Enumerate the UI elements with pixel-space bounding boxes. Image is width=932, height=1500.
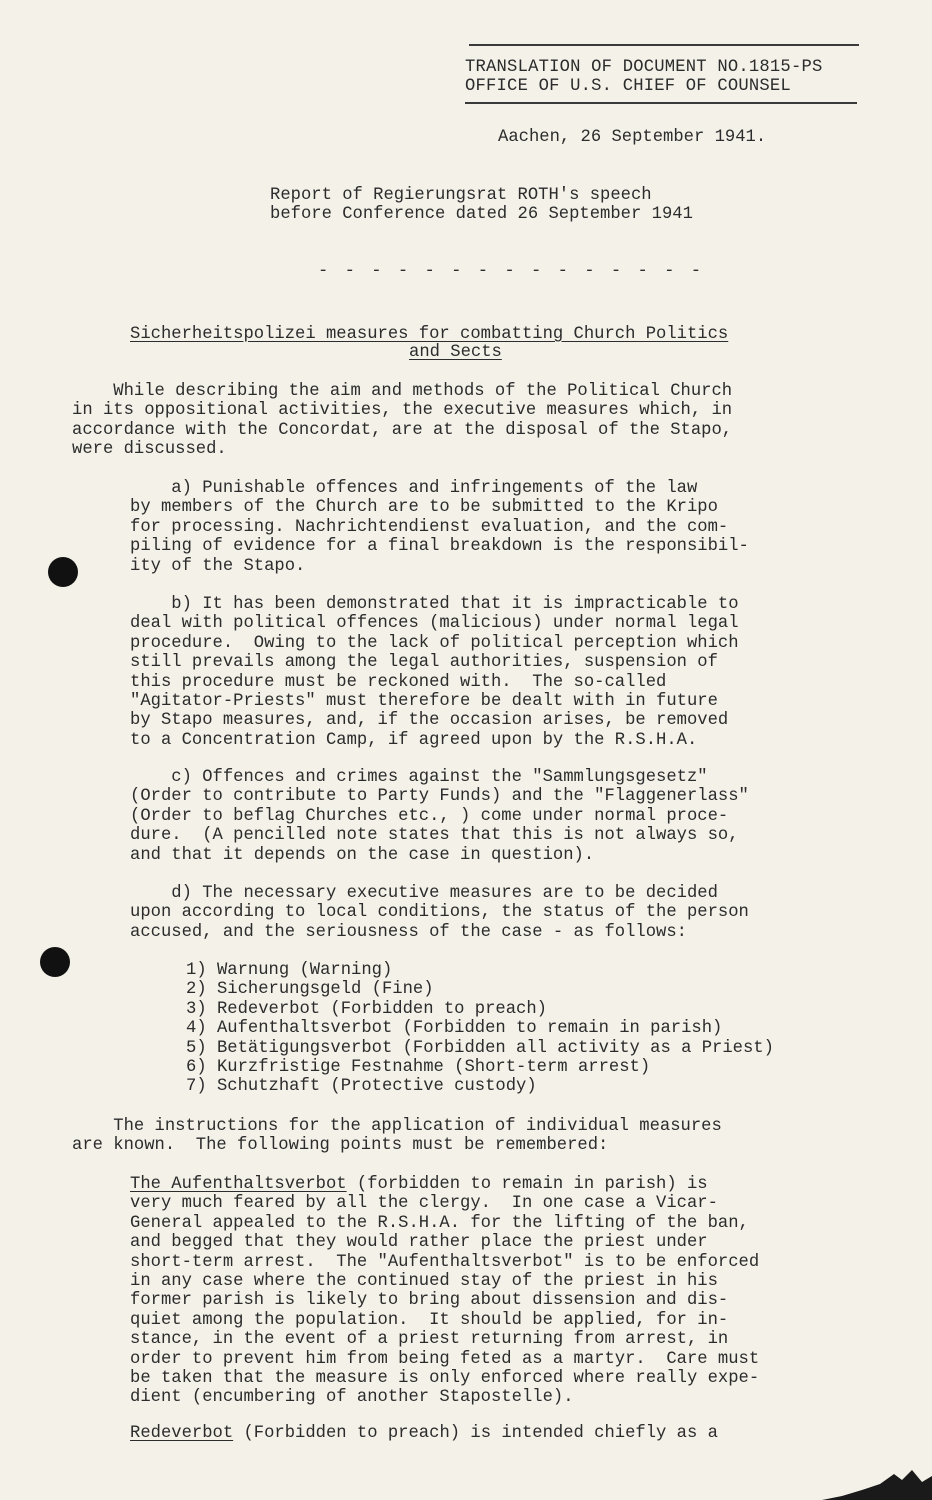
report-title-line: Report of Regierungsrat ROTH's speech <box>270 186 652 205</box>
paragraph-b <box>130 595 739 750</box>
text-line: accordance with the Concordat, are at the disposal of the Stapo, <box>72 420 733 440</box>
intro-paragraph <box>72 382 732 460</box>
text-line: former parish is likely to bring about dissension and dis- <box>130 1291 729 1311</box>
text-line: "Agitator-Priests" must therefore be dealt with in future <box>130 692 718 712</box>
list-item: 6) Kurzfristige Festnahme (Short-term arrest) <box>186 1058 651 1078</box>
text-line: were discussed. <box>72 440 227 460</box>
list-item: 5) Betätigungsverbot (Forbidden all activity as a Priest) <box>186 1038 774 1058</box>
stamp-line-1: TRANSLATION OF DOCUMENT NO.1815-PS <box>465 58 823 77</box>
measures-list <box>186 961 774 1097</box>
text-line: be taken that the measure is only enforced where really expe- <box>130 1369 760 1389</box>
place-date: Aachen, 26 September 1941. <box>498 128 767 147</box>
text-line: procedure. Owing to the lack of political perception which <box>130 633 739 653</box>
text-line <box>130 1175 759 1194</box>
report-title <box>270 186 693 225</box>
text-line: upon according to local conditions, the status of the person <box>130 903 749 923</box>
instructions-paragraph <box>72 1117 722 1156</box>
text-line: for processing. Nachrichtendienst evaluation, and the com- <box>130 517 729 537</box>
text-line: very much feared by all the clergy. In one case a Vicar- <box>130 1194 718 1214</box>
text-line: (Order to beflag Churches etc., ) come under normal proce- <box>130 806 729 826</box>
text-line: d) The necessary executive measures are to be decided <box>130 884 718 903</box>
text-line: still prevails among the legal authorities, suspension of <box>130 653 718 673</box>
redeverbot-paragraph <box>130 1424 718 1443</box>
text-line: accused, and the seriousness of the case - as follows: <box>130 922 687 942</box>
text-line: in its oppositional activities, the executive measures which, in <box>72 401 733 421</box>
separator-line: - - - - - - - - - - - - - - - <box>318 262 705 281</box>
punch-hole <box>40 947 70 977</box>
redeverbot-rest: (Forbidden to preach) is intended chiefly as a <box>233 1424 718 1443</box>
text-line: quiet among the population. It should be applied, for in- <box>130 1310 729 1330</box>
section-heading: Sicherheitspolizei measures for combatting Church Politics <box>130 325 729 344</box>
translation-stamp <box>465 58 865 97</box>
text-line: short-term arrest. The "Aufenthaltsverbot" is to be enforced <box>130 1252 760 1272</box>
text-line: dure. (A pencilled note states that this is not always so, <box>130 826 739 846</box>
aufenthaltsverbot-term: The Aufenthaltsverbot <box>130 1175 347 1194</box>
text-line: General appealed to the R.S.H.A. for the lifting of the ban, <box>130 1213 749 1233</box>
paragraph-d <box>130 884 749 942</box>
aufenthaltsverbot-paragraph <box>130 1175 759 1408</box>
list-item: 7) Schutzhaft (Protective custody) <box>186 1077 537 1097</box>
text-line: by Stapo measures, and, if the occasion arises, be removed <box>130 711 729 731</box>
text-line: to a Concentration Camp, if agreed upon by the R.S.H.A. <box>130 730 698 750</box>
text-line: in any case where the continued stay of the priest in his <box>130 1272 718 1292</box>
text-line: and that it depends on the case in question). <box>130 845 595 865</box>
text-line: piling of evidence for a final breakdown is the responsibil- <box>130 537 749 557</box>
text-line: deal with political offences (malicious) under normal legal <box>130 614 739 634</box>
text-line: ity of the Stapo. <box>130 556 306 576</box>
text-line: and begged that they would rather place the priest under <box>130 1233 708 1253</box>
list-item: 2) Sicherungsgeld (Fine) <box>186 980 434 1000</box>
punch-hole <box>48 557 78 587</box>
text-line: While describing the aim and methods of the Political Church <box>72 382 733 401</box>
list-item: 3) Redeverbot (Forbidden to preach) <box>186 999 547 1019</box>
stamp-top-rule <box>469 44 859 46</box>
paragraph-a <box>130 479 749 576</box>
report-title-line: before Conference dated 26 September 1941 <box>270 205 693 225</box>
redeverbot-term: Redeverbot <box>130 1424 234 1443</box>
torn-corner <box>822 1460 932 1500</box>
text-line: by members of the Church are to be submitted to the Kripo <box>130 498 718 518</box>
text-line: The instructions for the application of individual measures <box>72 1117 722 1136</box>
text-line: b) It has been demonstrated that it is impracticable to <box>130 595 739 614</box>
paragraph-c <box>130 768 749 865</box>
stamp-bottom-rule <box>465 102 857 104</box>
text-line: stance, in the event of a priest returning from arrest, in <box>130 1330 729 1350</box>
text-line: c) Offences and crimes against the "Sammlungsgesetz" <box>130 768 708 787</box>
stamp-line-2: OFFICE OF U.S. CHIEF OF COUNSEL <box>465 77 791 97</box>
text-line <box>130 1424 718 1443</box>
section-heading-continued: and Sects <box>409 343 502 362</box>
aufenthaltsverbot-first-line: (forbidden to remain in parish) is <box>346 1175 708 1194</box>
text-line: a) Punishable offences and infringements of the law <box>130 479 698 498</box>
list-item: 1) Warnung (Warning) <box>186 961 393 980</box>
text-line: order to prevent him from being feted as a martyr. Care must <box>130 1349 760 1369</box>
text-line: (Order to contribute to Party Funds) and the "Flaggenerlass" <box>130 787 749 807</box>
text-line: dient (encumbering of another Stapostelle). <box>130 1388 574 1408</box>
text-line: this procedure must be reckoned with. The so-called <box>130 672 667 692</box>
text-line: are known. The following points must be remembered: <box>72 1136 609 1156</box>
list-item: 4) Aufenthaltsverbot (Forbidden to remain in parish) <box>186 1019 723 1039</box>
